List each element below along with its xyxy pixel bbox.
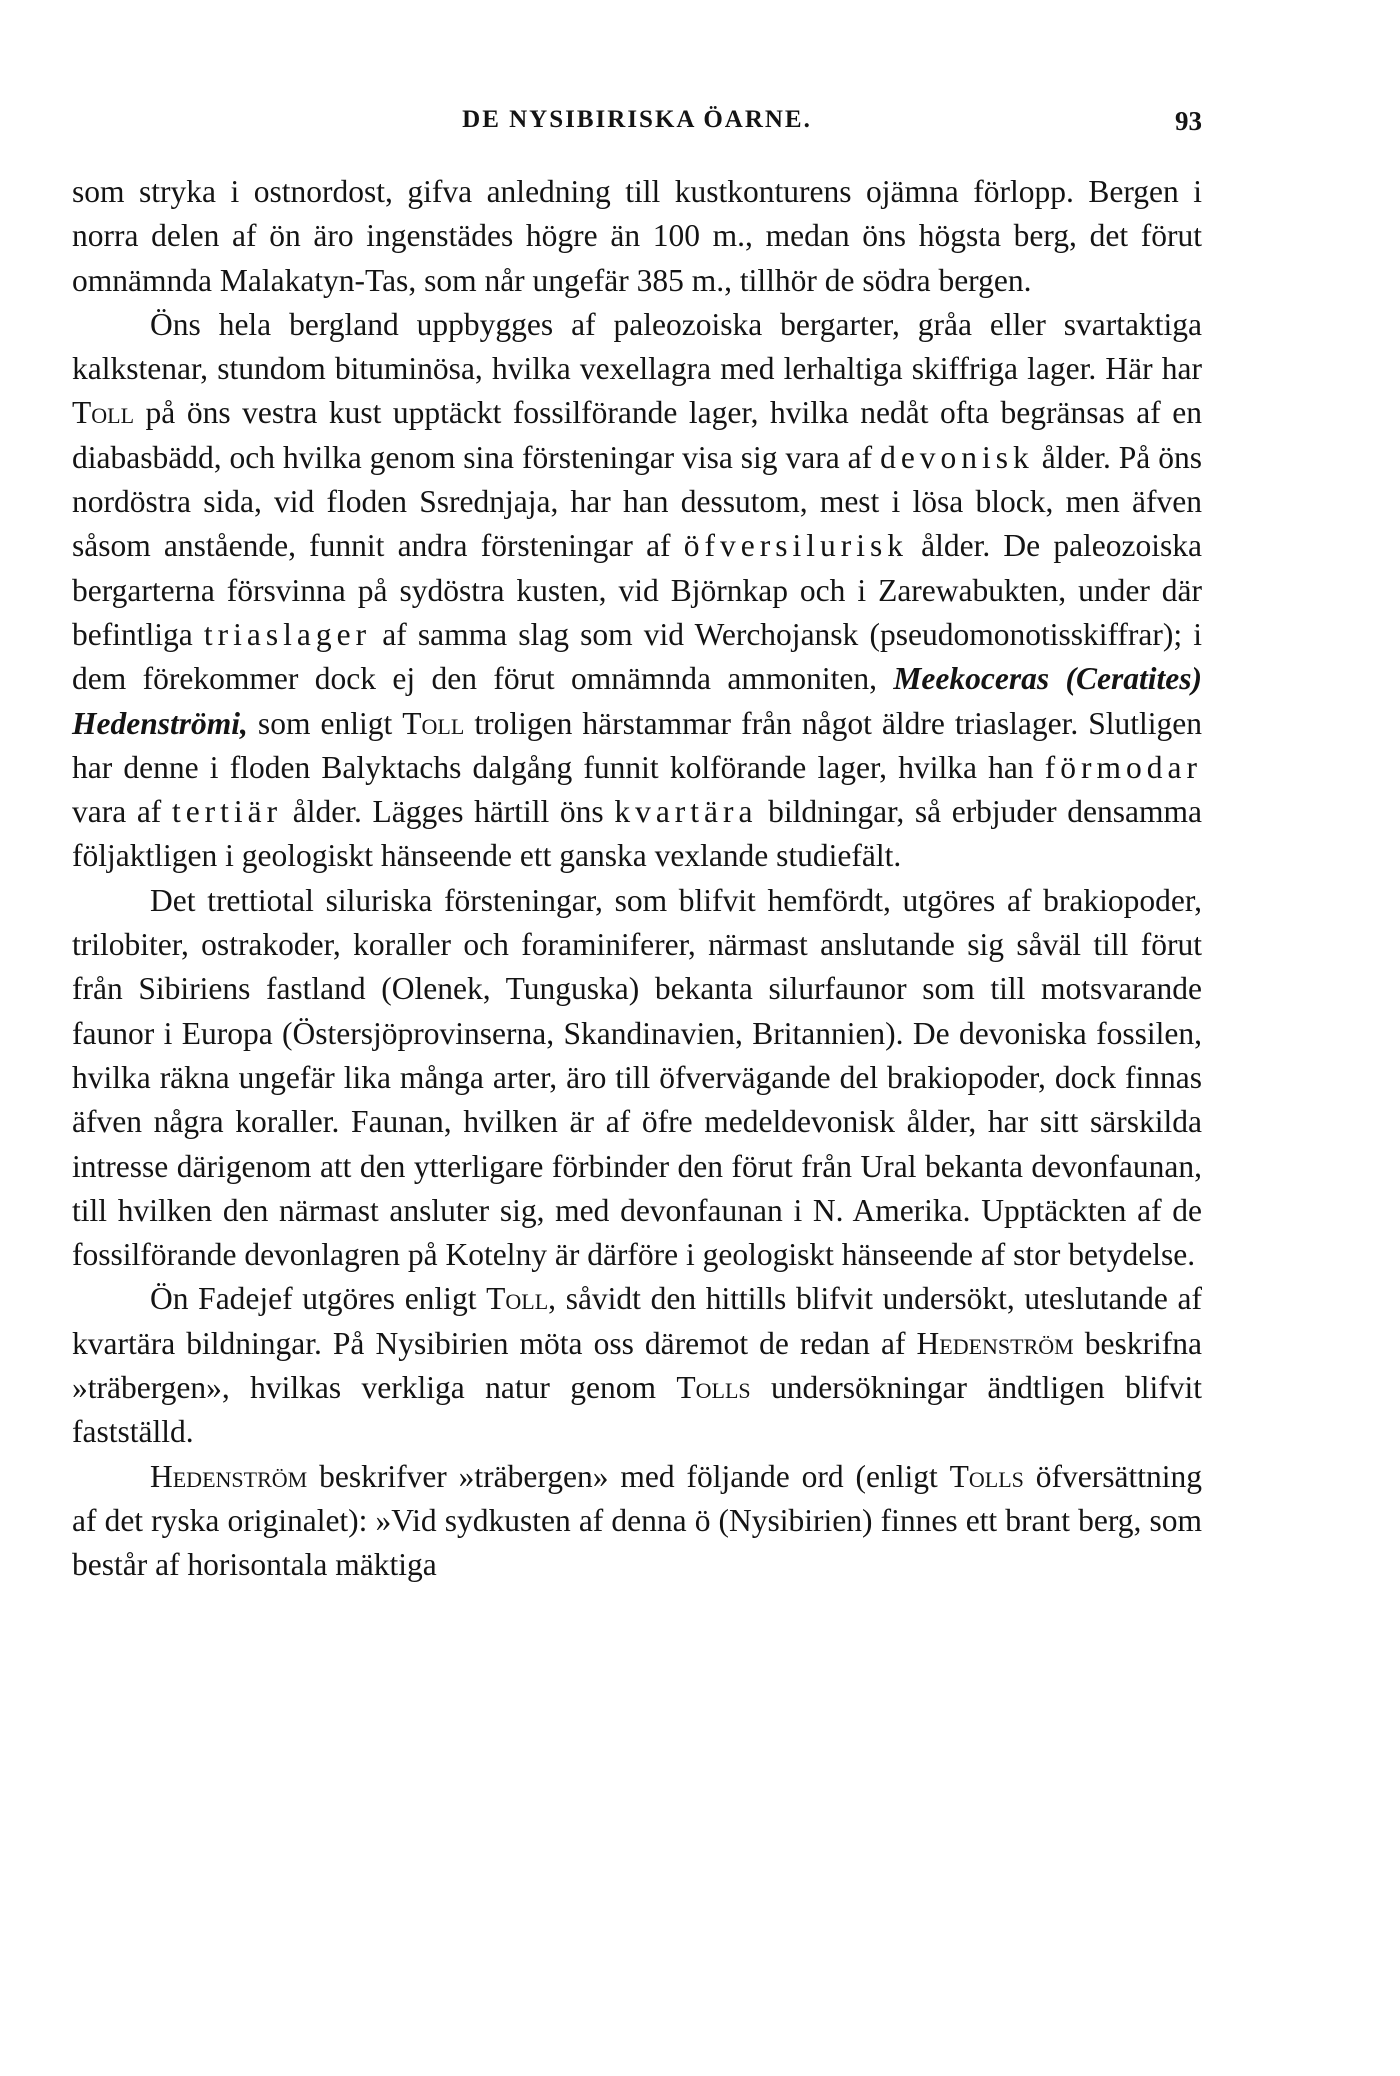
text-run: beskrifna »träbergen», hvilkas verkliga natur genom	[72, 1325, 1203, 1406]
text-run: , såvidt den hittills blifvit undersökt, uteslutande af kvartära bildningar. På Nysibirien möta oss däremot de redan af	[72, 1281, 1203, 1361]
paragraph-4	[72, 1277, 1202, 1454]
text-run: beskrifver »träbergen» med följande ord (enligt	[307, 1458, 950, 1494]
paragraph-2	[72, 303, 1202, 879]
text-run: på öns vestra kust upptäckt fossilförande lager, hvilka nedåt ofta begränsas af en diabasbädd, och hvilka genom sina försteningar visa sig vara af	[72, 395, 1202, 475]
text-run: öfversättning af det ryska originalet): »Vid sydkusten af denna ö (Nysibirien) finnes ett brant berg, som består af horisontala mäktiga	[72, 1458, 1202, 1583]
text-run: ålder. På öns nordöstra sida, vid floden Ssrednjaja, har han dessutom, mest i lösa block, men äfven såsom anstående, funnit andra försteningar af	[72, 439, 1202, 564]
page-number: 93	[1175, 106, 1202, 136]
running-title: DE NYSIBIRISKA ÖARNE.	[462, 106, 812, 133]
paragraph-3	[72, 879, 1202, 1278]
text-run: bildningar, så erbjuder densamma följaktligen i geologiskt hänseende ett ganska vexlande studiefält.	[72, 794, 1202, 874]
spaced-term: devonisk	[880, 439, 1034, 475]
paragraph-1	[72, 170, 1202, 303]
author-name-tolls: Tolls	[676, 1370, 751, 1406]
text-run: som enligt	[247, 705, 403, 741]
paragraph-3-text: Det trettiotal siluriska försteningar, som blifvit hemfördt, utgöres af brakiopoder, trilobiter, ostrakoder, koraller och foraminiferer, närmast anslutande sig såväl till förut från Sibiriens fastland (Olenek, Tunguska) bekanta silurfaunor som till motsvarande faunor i Europa (Östersjöprovinserna, Skandinavien, Britannien). De devoniska fossilen, hvilka räkna ungefär lika många arter, äro till öfvervägande del brakiopoder, dock finnas äfven några koraller. Faunan, hvilken är af öfre medeldevonisk ålder, har sitt särskilda intresse därigenom att den ytterligare förbinder den förut från Ural bekanta devonfaunan, till hvilken den närmast ansluter sig, med devonfaunan i N. Amerika. Upptäckten af de fossilförande devonlagren på Kotelny är därföre i geologiskt hänseende af stor betydelse.	[72, 882, 1202, 1273]
spaced-term: förmodar	[1044, 749, 1202, 785]
text-run: Ön Fadejef utgöres enligt	[150, 1281, 487, 1317]
page-header	[72, 106, 1202, 146]
spaced-term: triaslager	[203, 616, 372, 652]
paragraph-1-text: som stryka i ostnordost, gifva anledning till kustkonturens ojämna förlopp. Bergen i norra delen af ön äro ingenstädes högre än 100 m., medan öns högsta berg, det förut omnämnda Malakatyn-Tas, som når ungefär 385 m., tillhör de södra bergen.	[72, 174, 1202, 298]
paragraph-5	[72, 1455, 1202, 1588]
text-run: af samma slag som vid Werchojansk (pseudomonotisskiffrar); i dem förekommer dock ej den förut omnämnda ammoniten,	[72, 616, 1202, 697]
text-run: ålder. De paleozoiska bergarterna försvinna på sydöstra kusten, vid Björnkap och i Zarewabukten, under där befintliga	[72, 528, 1203, 652]
author-name-toll: Toll	[402, 705, 465, 741]
spaced-term: tertiär	[171, 794, 283, 830]
body-text	[72, 170, 1202, 1588]
spaced-term: öfversilurisk	[683, 528, 908, 564]
author-name-hedenstrom: Hedenström	[150, 1458, 308, 1494]
author-name-toll: Toll	[72, 395, 135, 431]
author-name-toll: Toll	[486, 1281, 549, 1317]
author-name-hedenstrom: Hedenström	[916, 1325, 1074, 1361]
text-run: vara af	[72, 794, 172, 830]
text-run: ålder. Lägges härtill öns	[282, 794, 615, 830]
species-name: Meekoceras (Ceratites) Hedenströmi,	[72, 661, 1202, 741]
text-run: Öns hela bergland uppbygges af paleozoiska bergarter, gråa eller svartaktiga kalkstenar, stundom bituminösa, hvilka vexellagra med lerhaltiga skiffriga lager. Här har	[72, 306, 1202, 387]
author-name-tolls: Tolls	[949, 1458, 1024, 1494]
text-run: undersökningar ändtligen blifvit fastställd.	[72, 1370, 1203, 1450]
text-run: troligen härstammar från något äldre triaslager. Slutligen har denne i floden Balyktachs dalgång funnit kolförande lager, hvilka han	[72, 705, 1202, 785]
spaced-term: kvartära	[614, 794, 758, 830]
